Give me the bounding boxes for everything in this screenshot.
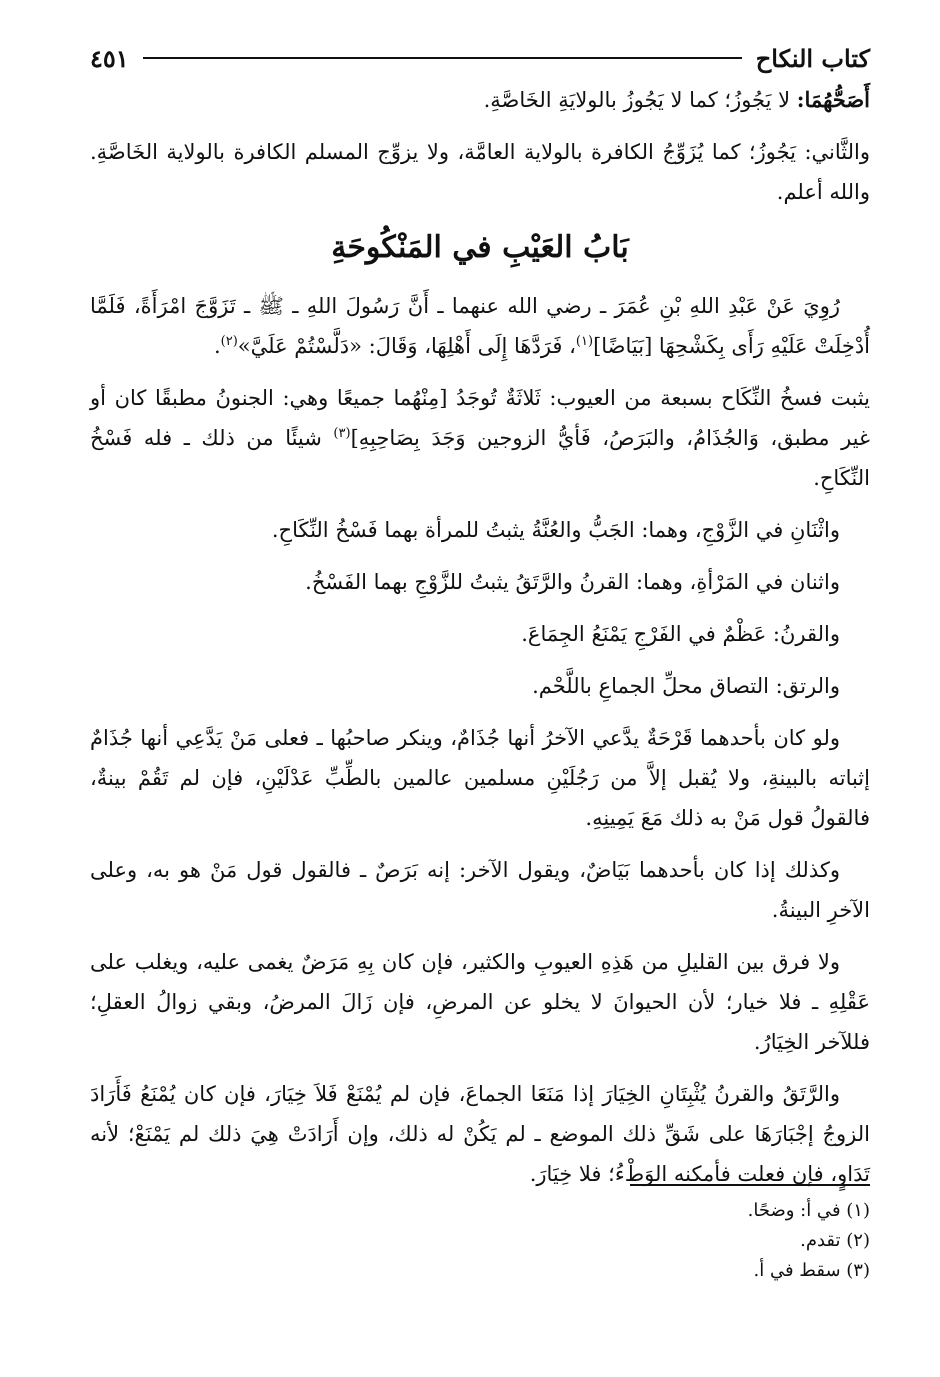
- paragraph-dispute-vitiligo: وكذلك إذا كان بأحدهما بَيَاضٌ، ويقول الآخر: إنه بَرَصٌ ـ فالقول قول مَنْ هو به، وعلى الآخرِ البينةُ.: [90, 858, 870, 922]
- paragraph-ratq-qarn-option: والرَّتَقُ والقرنُ يُثْبِتَانِ الخِيَارَ إذا مَنَعَا الجماعَ، فإن لم يُمْنَعْ فَلاَ خِيَارَ، فإن كان يُمْنَعُ فَأَرَادَ الزوجُ إجْبَارَهَا على شَقِّ ذلك الموضع ـ لم يَكُنْ له ذلك، وإن أَرَادَتْ هِيَ ذلك لم يَمْنَعْ؛ لأنه تَدَاوٍ، فإن فعلت فأمكنه الوَطْءُ؛ فلا خِيَارَ.: [90, 1082, 870, 1186]
- paragraph-text-end: شيئًا من ذلك ـ فله فَسْخُ النِّكَاحِ.: [90, 426, 870, 490]
- page-number: ٤٥١: [90, 43, 129, 73]
- footnote-3: (٣) سقط في أ.: [753, 1260, 870, 1281]
- footnotes: [90, 1196, 870, 1286]
- chapter-heading: بَابُ العَيْبِ في المَنْكُوحَةِ: [331, 230, 629, 265]
- header-rule: [143, 57, 742, 59]
- running-title: كتاب النكاح: [755, 43, 870, 73]
- paragraph-qarn-definition: والقرنُ: عَظْمٌ في الفَرْجِ يَمْنَعُ الجِمَاعَ.: [521, 622, 840, 646]
- footnote-ref-2: (٢): [220, 334, 238, 349]
- paragraph-wife-defects: واثنان في المَرْأةِ، وهما: القرنُ والرَّتَقُ يثبتُ للزَّوْجِ بهما الفَسْخُ.: [305, 570, 840, 594]
- hadith-text: رُوِيَ عَنْ عَبْدِ اللهِ بْنِ عُمَرَ ـ رضي الله عنهما ـ أَنَّ رَسُولَ اللهِ ـ ﷺ ـ تَزَوَّجَ امْرَأَةً، فَلَمَّا أُدْخِلَتْ عَلَيْهِ رَأَى بِكَشْحِهَا [بَيَاضًا]: [90, 294, 870, 358]
- hadith-text-end: .: [213, 334, 221, 358]
- paragraph-seven-defects: [90, 378, 870, 498]
- paragraph-dispute-leprosy: ولو كان بأحدهما قَرْحَةٌ يدَّعي الآخرُ أنها جُذَامٌ، وينكر صاحبُها ـ فعلى مَنْ يَدَّعِي أنها جُذَامٌ إثباته بالبينةِ، ولا يُقبل إلاَّ من رَجُلَيْنِ مسلمين عالمين بالطِّبِّ عَدْلَيْنِ، فإن لم تَقُمْ بينةٌ، فالقولُ قول مَنْ به ذلك مَعَ يَمِينِهِ.: [90, 726, 870, 830]
- hadith-text-mid: ، فَرَدَّهَا إِلَى أَهْلِهَا، وَقَالَ: «دَلَّسْتُمْ عَلَيَّ»: [237, 334, 576, 358]
- footnote-1: (١) في أ: وضحًا.: [747, 1200, 870, 1221]
- footnote-2: (٢) تقدم.: [800, 1230, 870, 1251]
- page-header: [90, 38, 870, 78]
- hadith-paragraph: [90, 286, 870, 366]
- paragraph-lead: أَصَحُّهُمَا:: [796, 87, 870, 112]
- footnote-separator: [630, 1184, 870, 1186]
- paragraph-asahhuhuma: [90, 80, 870, 120]
- paragraph-no-difference: ولا فرق بين القليلِ من هَذِهِ العيوبِ والكثير، فإن كان بِهِ مَرَضٌ يغمى عليه، ويغلب على عَقْلِهِ ـ فلا خيار؛ لأن الحيوانَ لا يخلو عن المرضِ، فإن زَالَ المرضُ، وبقي زوالُ العقلِ؛ فللآخر الخِيَارُ.: [90, 950, 870, 1054]
- paragraph-husband-defects: واثْنَانِ في الزَّوْجِ، وهما: الجَبُّ والعُنَّةُ يثبتُ للمرأة بهما فَسْخُ النِّكَاحِ.: [271, 518, 840, 542]
- page-body: [90, 80, 870, 1206]
- paragraph-ratq-definition: والرتق: التصاق محلِّ الجماعِ باللَّحْم.: [532, 674, 840, 698]
- paragraph-second-opinion: والثَّاني: يَجُوزُ؛ كما يُزَوِّجُ الكافرة بالولاية العامَّة، ولا يزوِّج المسلم الكافرة بالولاية الخَاصَّةِ. والله أعلم.: [90, 140, 870, 204]
- paragraph-text: لا يَجُوزُ؛ كما لا يَجُوزُ بالولايَةِ الخَاصَّةِ.: [483, 88, 797, 112]
- paragraph-text: يثبت فسخُ النِّكَاح بسبعة من العيوب: ثَلاثَةٌ تُوجَدُ [مِنْهُما جميعًا وهي: الجنونُ مطبقًا كان أو غير مطبق، وَالجُذَامُ، والبَرَصُ، فَأيُّ الزوجين وَجَدَ بِصَاحِبِهِ]: [90, 386, 870, 450]
- footnote-ref-3: (٣): [333, 426, 351, 441]
- footnote-ref-1: (١): [575, 334, 594, 349]
